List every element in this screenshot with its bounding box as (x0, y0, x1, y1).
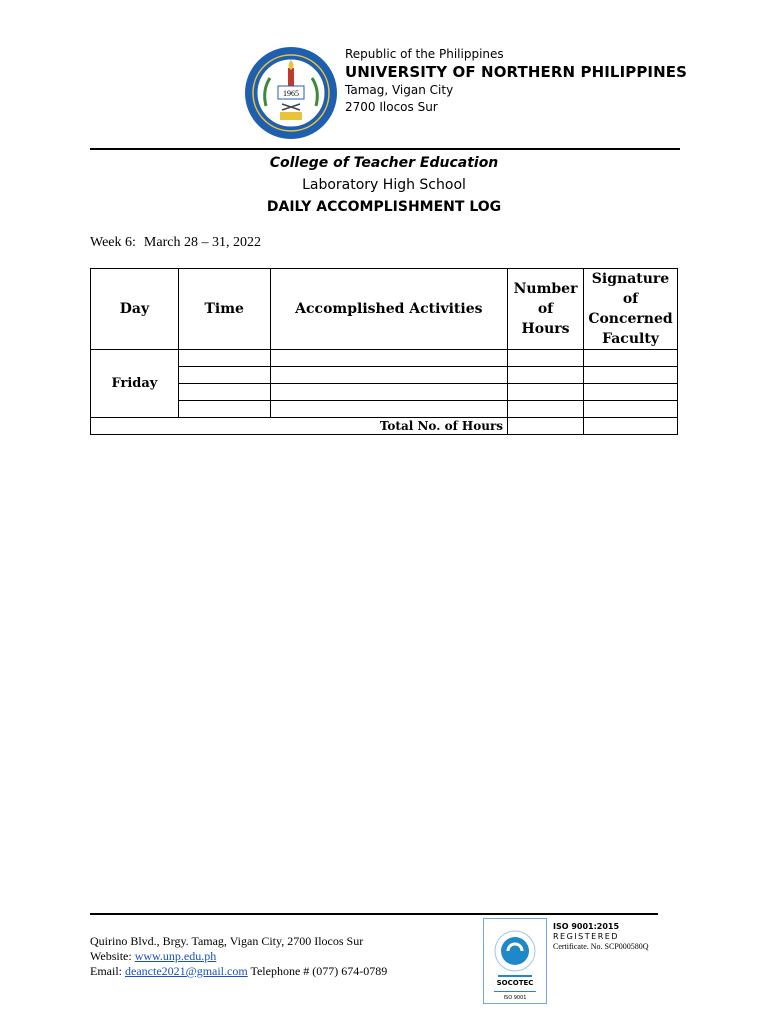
university-name: UNIVERSITY OF NORTHERN PHILIPPINES (345, 63, 688, 81)
total-label: Total No. of Hours (91, 418, 508, 435)
activity-cell[interactable] (270, 401, 507, 418)
certificate-number: Certificate. No. SCP000580Q (553, 942, 649, 951)
signature-cell[interactable] (584, 384, 678, 401)
province-text: 2700 Ilocos Sur (345, 100, 438, 114)
header-signature-line: of (622, 291, 639, 307)
signature-cell[interactable] (584, 350, 678, 367)
table-row (91, 401, 678, 418)
header-signature-line: Faculty (602, 331, 659, 347)
activity-cell[interactable] (270, 350, 507, 367)
day-cell: Friday (91, 350, 179, 418)
time-cell[interactable] (178, 367, 270, 384)
university-seal-logo (244, 46, 338, 140)
socotec-badge-logo (483, 918, 547, 1004)
footer-contact (90, 934, 387, 979)
accomplishment-table (90, 268, 678, 435)
school-title: Laboratory High School (302, 177, 466, 193)
header-divider (90, 148, 680, 150)
college-title: College of Teacher Education (269, 155, 499, 171)
header-hours-line: of (537, 301, 554, 317)
week-dates: March 28 – 31, 2022 (143, 235, 261, 250)
header-time: Time (178, 269, 270, 350)
log-title: DAILY ACCOMPLISHMENT LOG (266, 199, 502, 215)
header-signature-line: Concerned (588, 311, 673, 327)
total-hours-cell[interactable] (508, 418, 584, 435)
footer-address: Quirino Blvd., Brgy. Tamag, Vigan City, 2700 Ilocos Sur (90, 934, 364, 948)
signature-cell[interactable] (584, 401, 678, 418)
hours-cell[interactable] (508, 384, 584, 401)
hours-cell[interactable] (508, 401, 584, 418)
telephone-text: Telephone # (077) 674-0789 (250, 964, 388, 978)
header-hours (508, 269, 584, 350)
activity-cell[interactable] (270, 367, 507, 384)
footer-website-line (90, 949, 387, 964)
table-row (91, 384, 678, 401)
website-link[interactable]: www.unp.edu.ph (134, 949, 217, 963)
socotec-logo-icon (484, 919, 546, 1003)
header-hours-line: Hours (521, 321, 570, 337)
footer-divider (90, 913, 658, 915)
header-signature (584, 269, 678, 350)
table-row (91, 350, 678, 367)
time-cell[interactable] (178, 384, 270, 401)
header-activities: Accomplished Activities (270, 269, 507, 350)
certification-text (553, 922, 649, 952)
website-label: Website: (90, 949, 132, 963)
total-signature-cell[interactable] (584, 418, 678, 435)
seal-year: 1965 (283, 89, 299, 98)
letterhead (345, 46, 687, 116)
email-label: Email: (90, 964, 122, 978)
header-day: Day (91, 269, 179, 350)
time-cell[interactable] (178, 401, 270, 418)
time-cell[interactable] (178, 350, 270, 367)
total-row (91, 418, 678, 435)
document-titles (0, 153, 768, 218)
hours-cell[interactable] (508, 350, 584, 367)
activity-cell[interactable] (270, 384, 507, 401)
iso-registered: REGISTERED (553, 932, 619, 941)
signature-cell[interactable] (584, 367, 678, 384)
email-link[interactable]: deancte2021@gmail.com (125, 964, 248, 978)
header-signature-line: Signature (591, 271, 670, 287)
week-label: Week 6: (90, 235, 136, 250)
table-header-row (91, 269, 678, 350)
republic-text: Republic of the Philippines (345, 47, 504, 61)
socotec-brand: SOCOTEC (496, 979, 534, 987)
week-line (90, 235, 261, 251)
iso-standard: ISO 9001:2015 (553, 922, 620, 931)
hours-cell[interactable] (508, 367, 584, 384)
footer-email-line (90, 964, 387, 979)
header-hours-line: Number (513, 281, 578, 297)
city-text: Tamag, Vigan City (345, 83, 454, 97)
table-row (91, 367, 678, 384)
socotec-badge-iso: ISO 9001 (503, 995, 527, 1001)
